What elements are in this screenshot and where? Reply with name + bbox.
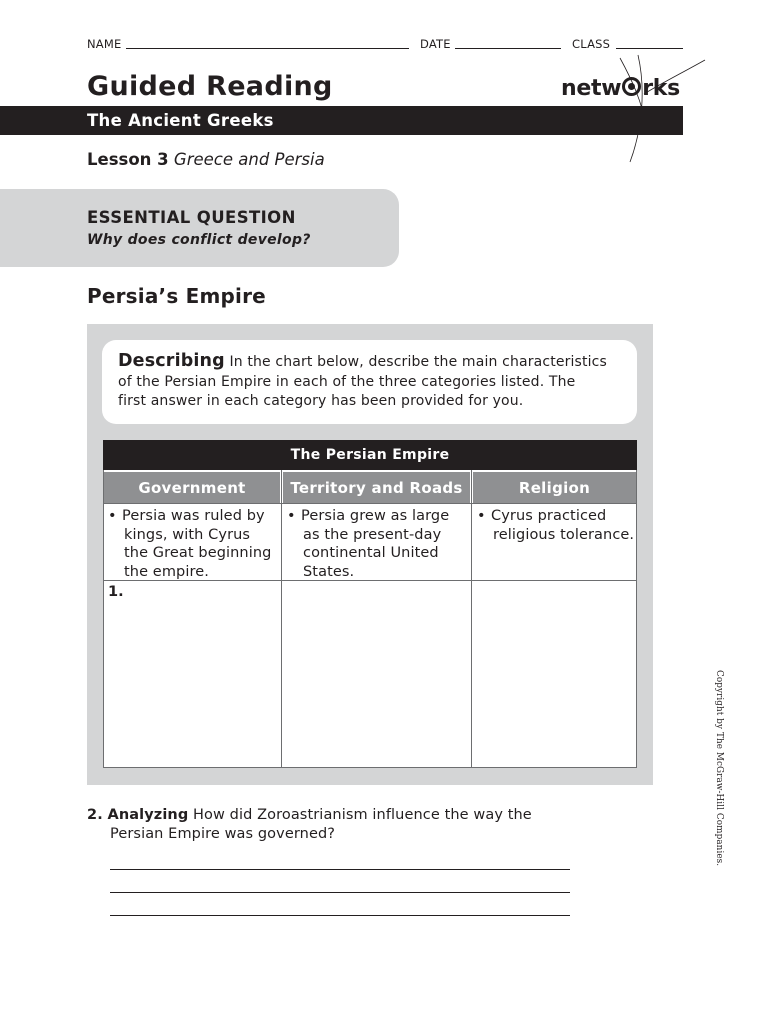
cell-line: the Great beginning: [124, 545, 272, 561]
cell-line: continental United: [303, 545, 439, 561]
row-divider: [103, 503, 637, 504]
logo-text-start: netw: [561, 76, 622, 101]
question-2-line-2: Persian Empire was governed?: [110, 826, 336, 842]
column-header-religion: Religion: [473, 472, 636, 503]
bullet: •: [287, 508, 296, 524]
answer-cell-religion[interactable]: [472, 581, 636, 767]
cell-line: States.: [303, 563, 355, 580]
question-2-number: 2.: [87, 807, 103, 823]
instructions-line-2: of the Persian Empire in each of the three categories listed. The: [118, 373, 576, 390]
class-field[interactable]: [616, 48, 683, 49]
cell-territory-example: [287, 507, 449, 581]
instructions-text: [118, 352, 630, 412]
cell-line: Persia was ruled by: [122, 508, 265, 524]
column-header-government: Government: [104, 472, 280, 503]
answer-line[interactable]: [110, 869, 570, 870]
instructions-verb: Describing: [118, 351, 225, 371]
cell-line: Cyrus practiced: [491, 508, 607, 524]
essential-question-text: Why does conflict develop?: [87, 232, 311, 248]
section-heading: Persia’s Empire: [87, 284, 266, 308]
date-label: DATE: [420, 37, 451, 51]
date-field[interactable]: [455, 48, 561, 49]
lesson-topic: Greece and Persia: [173, 150, 325, 169]
table-title: The Persian Empire: [103, 440, 637, 470]
cell-line: as the present-day: [303, 526, 442, 543]
column-header-territory: Territory and Roads: [283, 472, 470, 503]
cell-line: Persia grew as large: [301, 508, 450, 524]
logo-text-end: rks: [642, 76, 680, 101]
answer-cell-government[interactable]: [104, 581, 281, 767]
cell-line: the empire.: [124, 563, 209, 580]
cell-line: religious tolerance.: [493, 526, 635, 543]
globe-o-icon: [622, 77, 641, 96]
answer-line[interactable]: [110, 915, 570, 916]
question-2: [87, 806, 567, 844]
answer-cell-territory[interactable]: [282, 581, 471, 767]
cell-religion-example: [477, 507, 634, 544]
answer-line[interactable]: [110, 892, 570, 893]
bullet: •: [477, 508, 486, 524]
unit-title: The Ancient Greeks: [87, 111, 274, 130]
page-title: Guided Reading: [87, 71, 333, 102]
lesson-line: [87, 150, 325, 169]
name-field[interactable]: [126, 48, 409, 49]
instructions-line-1: In the chart below, describe the main characteristics: [229, 354, 607, 370]
question-2-verb: Analyzing: [107, 807, 189, 823]
row-number-1: 1.: [108, 584, 124, 600]
instructions-line-3: first answer in each category has been provided for you.: [118, 393, 524, 409]
cell-line: kings, with Cyrus: [124, 526, 251, 543]
cell-government-example: [108, 507, 271, 581]
essential-question-title: ESSENTIAL QUESTION: [87, 208, 296, 227]
name-label: NAME: [87, 37, 122, 51]
essential-question-box: [0, 189, 399, 267]
copyright-notice: Copyright by The McGraw-Hill Companies.: [714, 670, 724, 867]
bullet: •: [108, 508, 117, 524]
networks-logo: [561, 76, 680, 101]
question-2-line-1: How did Zoroastrianism influence the way the: [193, 807, 532, 823]
lesson-number: Lesson 3: [87, 150, 169, 169]
class-label: CLASS: [572, 37, 611, 51]
